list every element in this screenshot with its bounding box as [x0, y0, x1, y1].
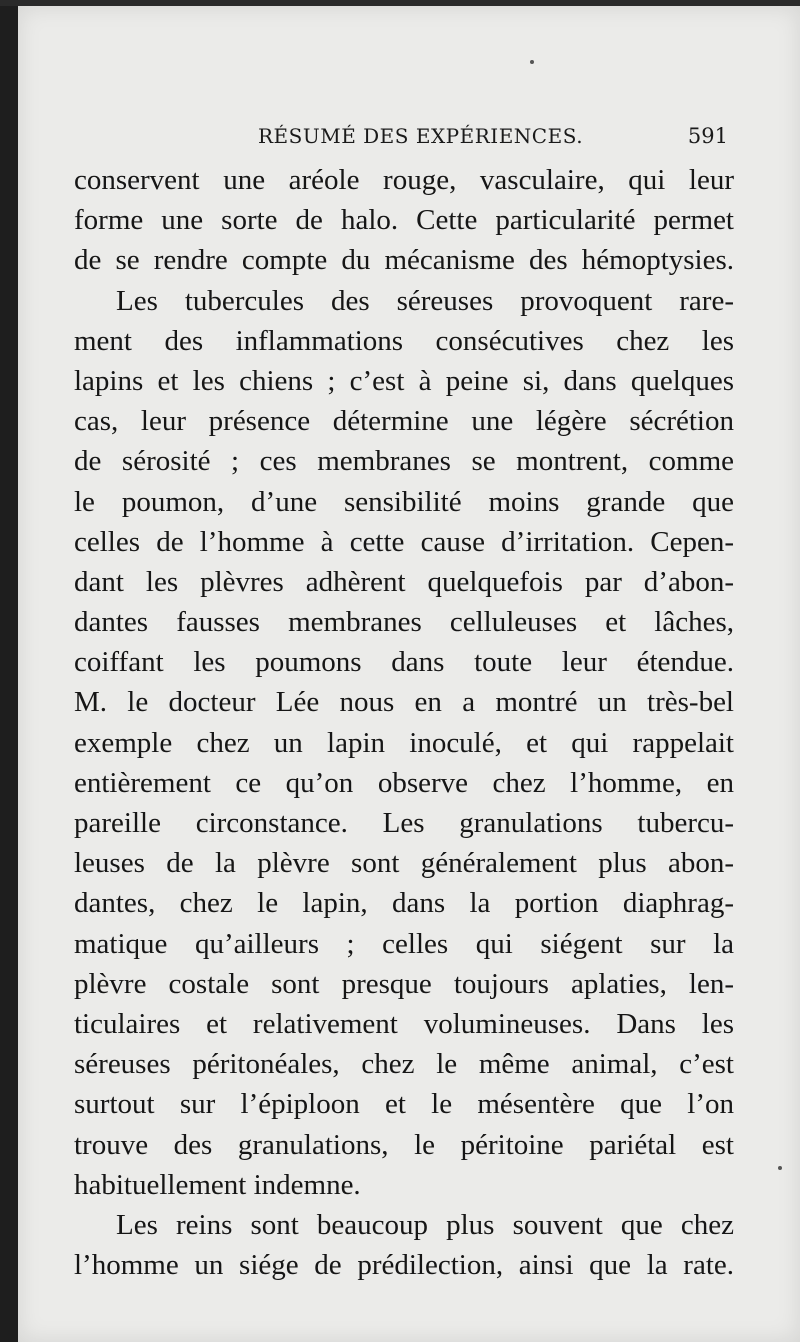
- text-line: entièrement ce qu’on observe chez l’homme, en: [74, 766, 734, 799]
- text-line: de sérosité ; ces membranes se montrent, comme: [74, 445, 734, 478]
- ink-speck: [530, 60, 534, 64]
- text-line: surtout sur l’épiploon et le mésentère que l’on: [74, 1088, 734, 1121]
- text-line: dantes, chez le lapin, dans la portion diaphrag-: [74, 887, 734, 920]
- text-line: l’homme un siége de prédilection, ainsi que la rate.: [74, 1249, 734, 1282]
- text-line: forme une sorte de halo. Cette particularité permet: [74, 204, 734, 237]
- book-page: [18, 6, 800, 1342]
- text-line: celles de l’homme à cette cause d’irritation. Cepen-: [74, 525, 734, 558]
- running-head: [18, 124, 800, 160]
- running-head-title: RÉSUMÉ DES EXPÉRIENCES.: [258, 124, 584, 148]
- text-line: dantes fausses membranes celluleuses et lâches,: [74, 606, 734, 639]
- text-line: lapins et les chiens ; c’est à peine si, dans quelques: [74, 364, 734, 397]
- text-line: ment des inflammations consécutives chez les: [74, 324, 734, 357]
- text-line: de se rendre compte du mécanisme des hémoptysies.: [74, 244, 734, 277]
- text-line: le poumon, d’une sensibilité moins grande que: [74, 485, 734, 518]
- text-line: matique qu’ailleurs ; celles qui siégent sur la: [74, 927, 734, 960]
- text-line: dant les plèvres adhèrent quelquefois par d’abon-: [74, 565, 734, 598]
- text-line: exemple chez un lapin inoculé, et qui rappelait: [74, 726, 734, 759]
- text-line: ticulaires et relativement volumineuses. Dans les: [74, 1007, 734, 1040]
- paragraph-end-line: habituellement indemne.: [74, 1168, 361, 1201]
- text-line: conservent une aréole rouge, vasculaire, qui leur: [74, 164, 734, 196]
- text-line: plèvre costale sont presque toujours aplaties, len-: [74, 967, 734, 1000]
- text-line: M. le docteur Lée nous en a montré un très-bel: [74, 686, 734, 719]
- text-line: cas, leur présence détermine une légère sécrétion: [74, 405, 734, 438]
- text-line: coiffant les poumons dans toute leur étendue.: [74, 646, 734, 679]
- paragraph-start-line: Les reins sont beaucoup plus souvent que chez: [116, 1208, 734, 1241]
- text-line: séreuses péritonéales, chez le même animal, c’est: [74, 1048, 734, 1081]
- text-line: trouve des granulations, le péritoine pariétal est: [74, 1128, 734, 1161]
- scan-left-edge: [0, 0, 18, 1342]
- paragraph-start-line: Les tubercules des séreuses provoquent rare-: [116, 284, 734, 317]
- page-number: 591: [687, 124, 728, 148]
- body-text: [74, 160, 734, 1285]
- text-line: leuses de la plèvre sont généralement plus abon-: [74, 847, 734, 880]
- text-line: pareille circonstance. Les granulations tubercu-: [74, 807, 734, 839]
- ink-speck: [778, 1166, 782, 1170]
